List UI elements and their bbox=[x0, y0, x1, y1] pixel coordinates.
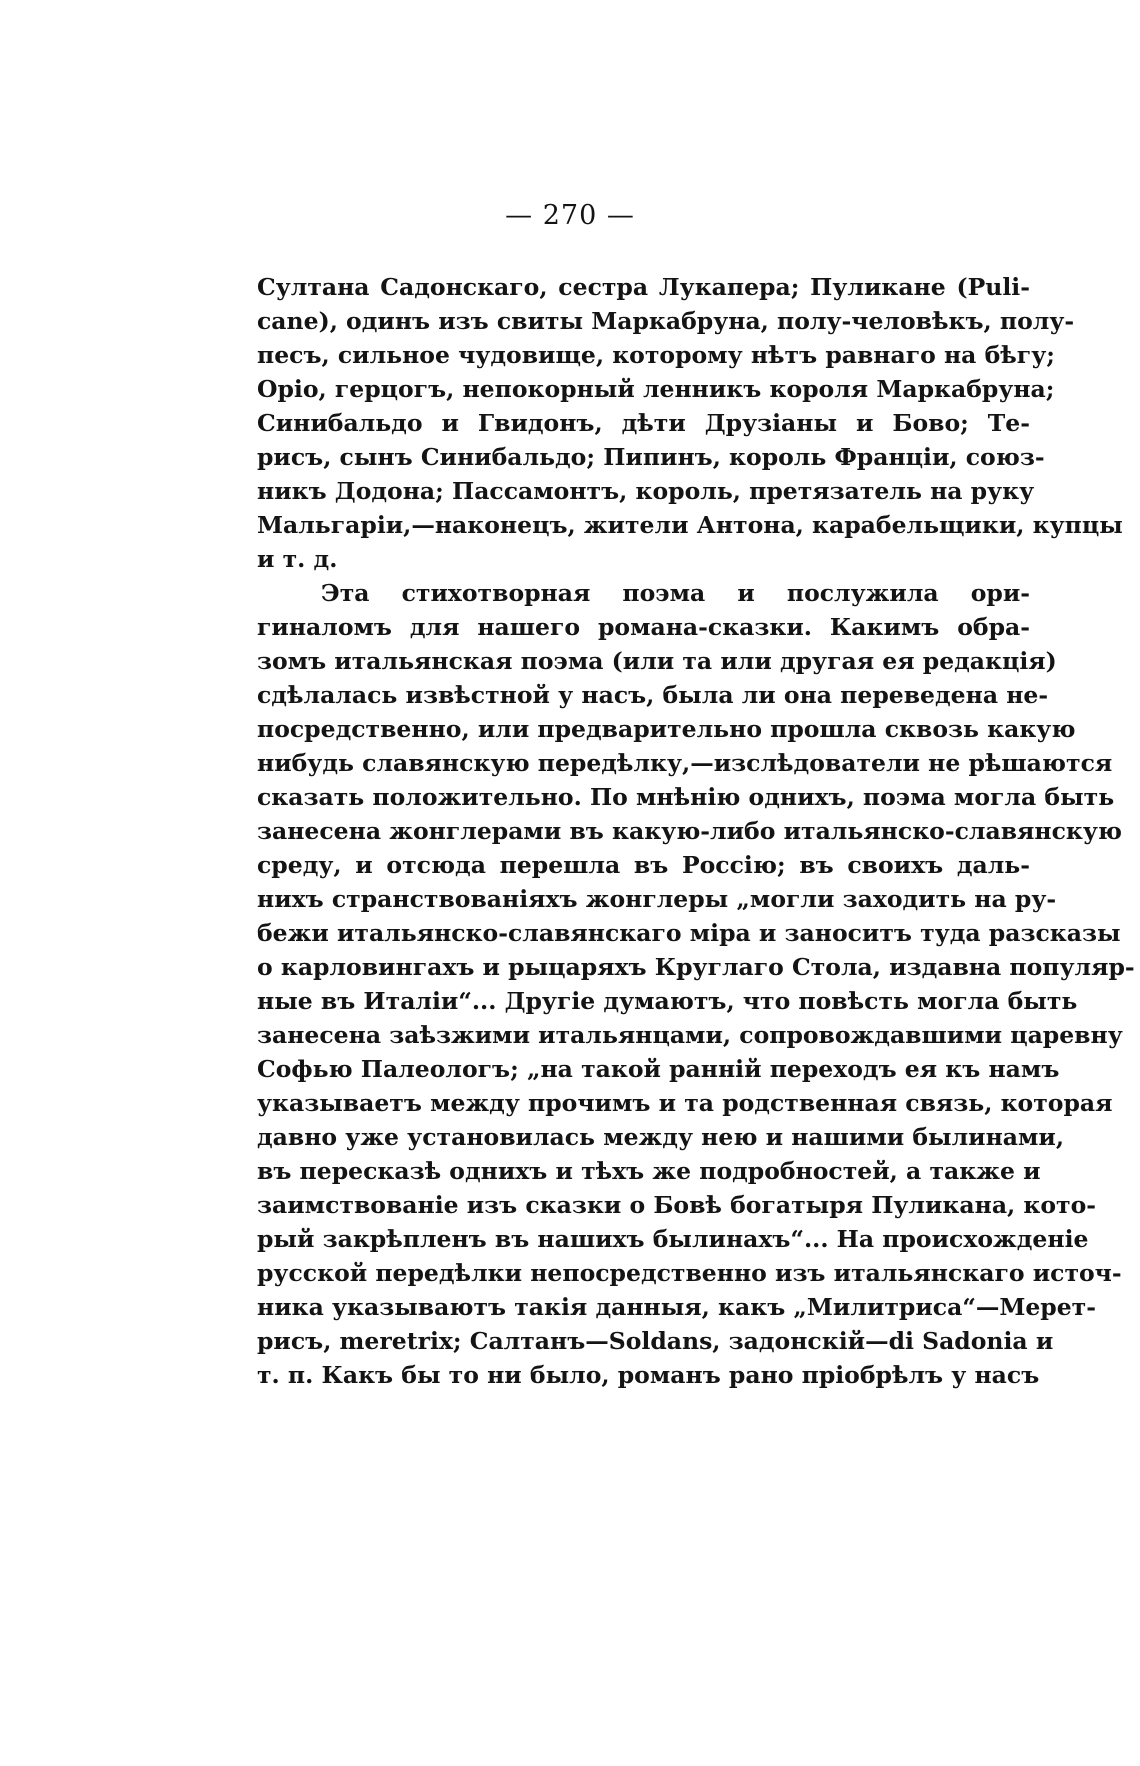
text-line: занесена жонглерами въ какую-либо итальянско-славянскую bbox=[257, 817, 1123, 845]
text-line: зомъ итальянская поэма (или та или другая ея редакція) bbox=[257, 647, 1057, 675]
page-number: — 270 — bbox=[505, 200, 635, 231]
text-line: т. п. Какъ бы то ни было, романъ рано пріобрѣлъ у насъ bbox=[257, 1361, 1040, 1389]
text-line: нибудь славянскую передѣлку,—изслѣдователи не рѣшаются bbox=[257, 749, 1113, 777]
text-line: cane), одинъ изъ свиты Маркабруна, полу-человѣкъ, полу- bbox=[257, 307, 1075, 335]
text-line: песъ, сильное чудовище, которому нѣтъ равнаго на бѣгу; bbox=[257, 341, 1055, 369]
text-line: посредственно, или предварительно прошла сквозь какую bbox=[257, 715, 1076, 743]
text-line: указываетъ между прочимъ и та родственная связь, которая bbox=[257, 1089, 1113, 1117]
text-line: Синибальдо и Гвидонъ, дѣти Друзіаны и Бово; Те- bbox=[257, 409, 1030, 437]
text-line: сдѣлалась извѣстной у насъ, была ли она переведена не- bbox=[257, 681, 1049, 709]
text-line: въ пересказѣ однихъ и тѣхъ же подробностей, а также и bbox=[257, 1157, 1041, 1185]
text-line: о карловингахъ и рыцаряхъ Круглаго Стола, издавна популяр- bbox=[257, 953, 1135, 981]
text-line: заимствованіе изъ сказки о Бовѣ богатыря Пуликана, кото- bbox=[257, 1191, 1097, 1219]
text-line: и т. д. bbox=[257, 545, 338, 573]
text-line: среду, и отсюда перешла въ Россію; въ своихъ даль- bbox=[257, 851, 1030, 879]
text-line: нихъ странствованіяхъ жонглеры „могли заходить на ру- bbox=[257, 885, 1057, 913]
text-line: русской передѣлки непосредственно изъ итальянскаго источ- bbox=[257, 1259, 1122, 1287]
text-line: ника указываютъ такія данныя, какъ „Милитриса“—Мерет- bbox=[257, 1293, 1097, 1321]
text-line: занесена заѣзжими итальянцами, сопровождавшими царевну bbox=[257, 1021, 1123, 1049]
paragraph-start-line: Эта стихотворная поэма и послужила ори- bbox=[321, 579, 1030, 607]
text-line: гиналомъ для нашего романа-сказки. Какимъ обра- bbox=[257, 613, 1030, 641]
text-line: Софью Палеологъ; „на такой ранній переходъ ея къ намъ bbox=[257, 1055, 1060, 1083]
text-line: бежи итальянско-славянскаго міра и заноситъ туда разсказы bbox=[257, 919, 1121, 947]
text-line: Султана Садонскаго, сестра Лукапера; Пуликане (Puli- bbox=[257, 273, 1030, 301]
text-line: Мальгаріи,—наконецъ, жители Антона, карабельщики, купцы bbox=[257, 511, 1123, 539]
text-line: давно уже установилась между нею и нашими былинами, bbox=[257, 1123, 1065, 1151]
text-line: никъ Додона; Пассамонтъ, король, претязатель на руку bbox=[257, 477, 1035, 505]
body-text bbox=[257, 270, 1135, 1392]
text-line: рисъ, сынъ Синибальдо; Пипинъ, король Франціи, союз- bbox=[257, 443, 1045, 471]
text-line: сказать положительно. По мнѣнію однихъ, поэма могла быть bbox=[257, 783, 1115, 811]
text-line: ные въ Италіи“... Другіе думаютъ, что повѣсть могла быть bbox=[257, 987, 1078, 1015]
text-line: Оріо, герцогъ, непокорный ленникъ короля Маркабруна; bbox=[257, 375, 1055, 403]
text-line: рисъ, meretrix; Салтанъ—Soldans, задонскій—di Sadonia и bbox=[257, 1327, 1054, 1355]
text-line: рый закрѣпленъ въ нашихъ былинахъ“... На происхожденіе bbox=[257, 1225, 1089, 1253]
